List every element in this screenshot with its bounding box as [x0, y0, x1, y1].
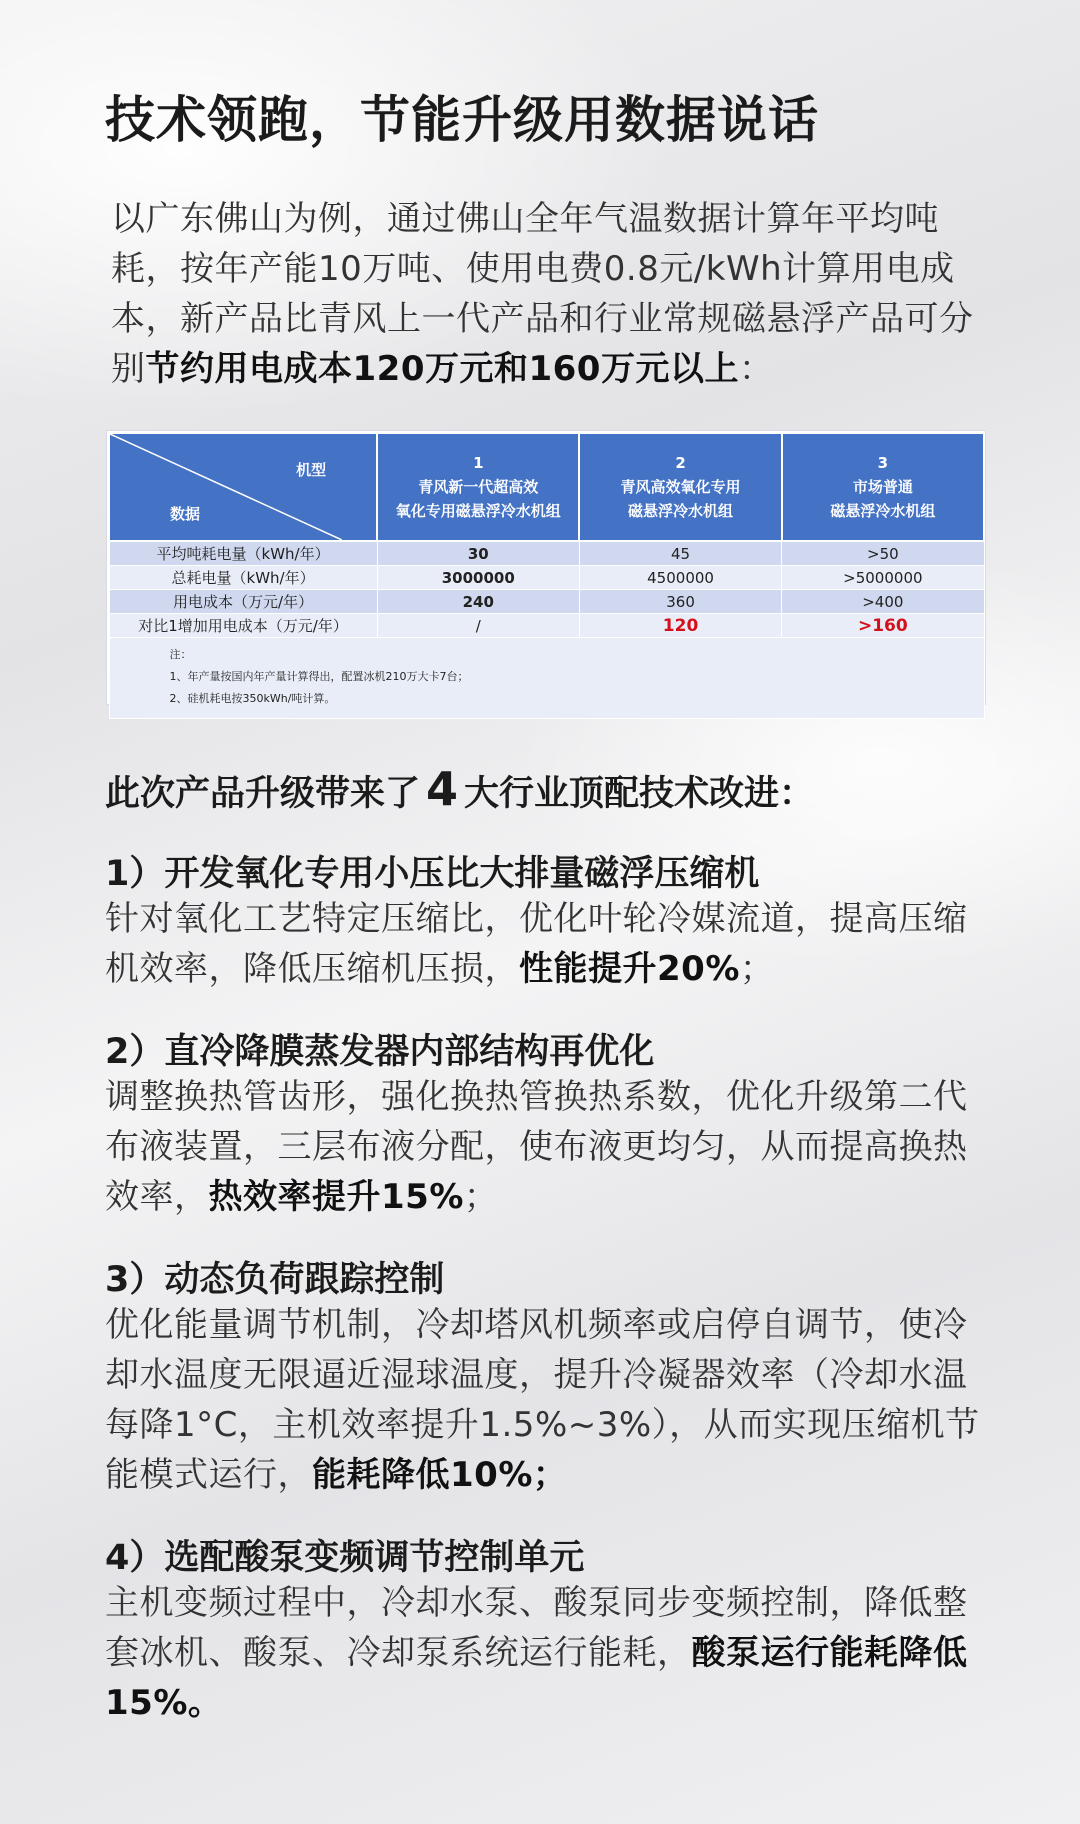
table-row [109, 590, 984, 614]
table-cell: 45 [579, 541, 781, 566]
advance-2-text: 调整换热管齿形，强化换热管换热系数，优化升级第二代布液装置，三层布液分配，使布液更均匀，从而提高换热效率，热效率提升15%； [105, 1077, 968, 1217]
advance-2-title: 2）直冷降膜蒸发器内部结构再优化 [105, 1032, 655, 1072]
table-cell: 4500000 [579, 566, 781, 590]
comparison-table-card [106, 430, 986, 705]
intro-paragraph [111, 194, 996, 394]
row-label: 平均吨耗电量（kWh/年） [109, 541, 377, 566]
intro-bold: 节约用电成本120万元和160万元以上 [145, 349, 739, 389]
table-cell: 3000000 [377, 566, 579, 590]
intro-text: 以广东佛山为例，通过佛山全年气温数据计算年平均吨耗，按年产能10万吨、使用电费0.8元/kWh计算用电成本，新产品比青风上一代产品和行业常规磁悬浮产品可分别 [111, 199, 974, 389]
table-row [109, 614, 984, 638]
note-1: 1、年产量按国内年产量计算得出，配置冰机210万大卡7台； [169, 670, 469, 683]
table-cell-highlight: >160 [782, 614, 984, 638]
advances-heading: 此次产品升级带来了 4 大行业顶配技术改进： [105, 762, 815, 816]
table-cell-highlight: 120 [579, 614, 781, 638]
advances-count: 4 [426, 762, 459, 816]
table-header-row [109, 433, 984, 541]
advance-1-title: 1）开发氧化专用小压比大排量磁浮压缩机 [105, 854, 760, 894]
advance-1-text: 针对氧化工艺特定压缩比，优化叶轮冷媒流道，提高压缩机效率，降低压缩机压损，性能提升20%； [105, 899, 968, 989]
advance-4-title: 4）选配酸泵变频调节控制单元 [105, 1538, 585, 1578]
table-cell: 360 [579, 590, 781, 614]
table-cell: >50 [782, 541, 984, 566]
intro-tail: ： [738, 349, 774, 389]
table-notes [109, 638, 984, 719]
table-cell: 30 [377, 541, 579, 566]
comparison-table [108, 432, 985, 719]
advance-4-text: 主机变频过程中，冷却水泵、酸泵同步变频控制，降低整套冰机、酸泵、冷却泵系统运行能耗，酸泵运行能耗降低15%。 [105, 1583, 968, 1723]
corner-label-data: 数据 [170, 505, 201, 523]
table-row [109, 541, 984, 566]
row-label: 用电成本（万元/年） [109, 590, 377, 614]
table-corner-cell [109, 433, 377, 541]
advance-3-text: 优化能量调节机制，冷却塔风机频率或启停自调节，使冷却水温度无限逼近湿球温度，提升冷凝器效率（冷却水温每降1°C，主机效率提升1.5%~3%），从而实现压缩机节能模式运行，能耗降低10%； [105, 1305, 980, 1495]
table-cell: 240 [377, 590, 579, 614]
page-title: 技术领跑，节能升级用数据说话 [105, 91, 819, 149]
column-header-2: 2 青风高效氧化专用 磁悬浮冷水机组 [579, 433, 781, 541]
corner-label-model: 机型 [296, 461, 327, 479]
corner-diagonal [110, 434, 342, 540]
advance-3-title: 3）动态负荷跟踪控制 [105, 1260, 445, 1300]
column-header-3: 3 市场普通 磁悬浮冷水机组 [782, 433, 984, 541]
column-header-1: 1 青风新一代超高效 氧化专用磁悬浮冷水机组 [377, 433, 579, 541]
table-cell: >400 [782, 590, 984, 614]
table-cell: >5000000 [782, 566, 984, 590]
note-2: 2、硅机耗电按350kWh/吨计算。 [169, 692, 336, 705]
notes-label: 注： [169, 648, 192, 661]
table-notes-row [109, 638, 984, 719]
row-label: 对比1增加用电成本（万元/年） [109, 614, 377, 638]
row-label: 总耗电量（kWh/年） [109, 566, 377, 590]
table-cell: / [377, 614, 579, 638]
table-row [109, 566, 984, 590]
